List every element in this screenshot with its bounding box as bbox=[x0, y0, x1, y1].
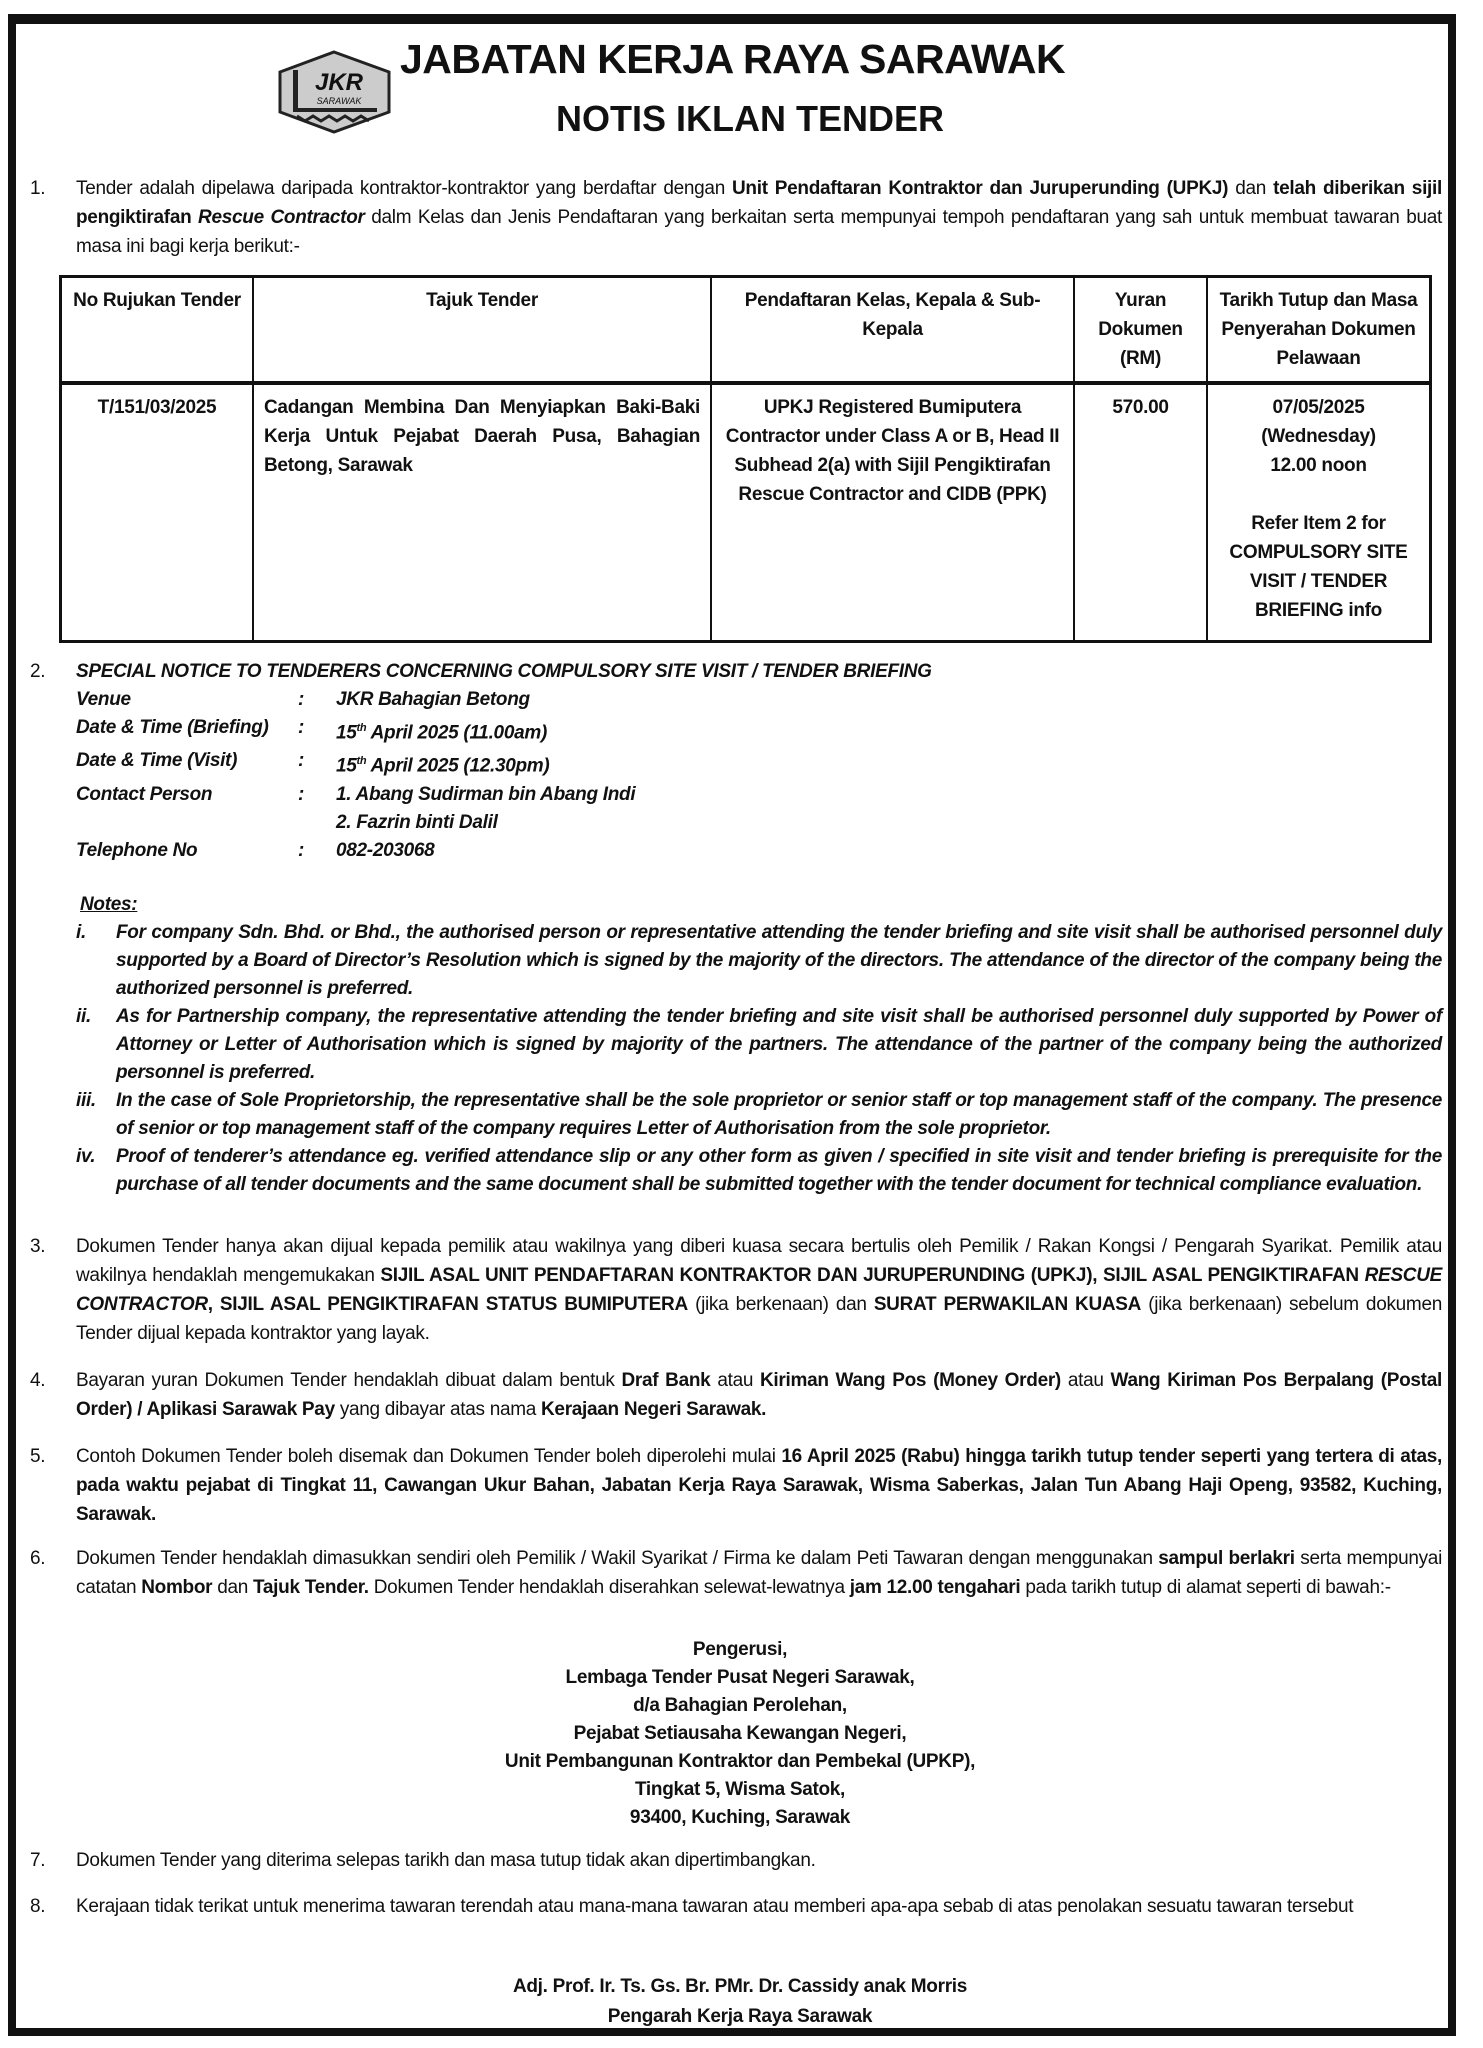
page-subtitle: NOTIS IKLAN TENDER bbox=[555, 98, 944, 139]
item-2 bbox=[30, 658, 1442, 1199]
notes bbox=[76, 891, 1442, 1199]
address-line: Lembaga Tender Pusat Negeri Sarawak, bbox=[565, 1667, 915, 1688]
text-segment: dan bbox=[212, 1577, 254, 1598]
text-segment: 16 April 2025 (Rabu) hingga tarikh tutup tender seperti yang tertera di atas, pada waktu pejabat di Tingkat 11, Cawangan Ukur Bahan, Jabatan Kerja Raya Sarawak, Wisma Saberkas, Jalan Tun Abang Haji Openg, 93582, Kuching, Sarawak. bbox=[76, 1446, 1442, 1525]
text-segment: sampul berlakri bbox=[1158, 1548, 1295, 1569]
colon: : bbox=[298, 783, 305, 805]
signatory-name: Adj. Prof. Ir. Ts. Gs. Br. PMr. Dr. Cassidy anak Morris bbox=[512, 1976, 968, 1997]
item-6 bbox=[30, 1544, 1442, 1602]
note-number: iv. bbox=[76, 1145, 96, 1167]
item-number: 6. bbox=[30, 1548, 46, 1569]
item-1 bbox=[30, 174, 1442, 261]
notes-title: Notes: bbox=[80, 893, 138, 915]
text-segment: SURAT PERWAKILAN KUASA bbox=[873, 1294, 1142, 1315]
item-text bbox=[76, 1544, 1442, 1602]
item-number: 5. bbox=[30, 1446, 46, 1467]
item-number: 3. bbox=[30, 1236, 46, 1257]
item-number: 7. bbox=[30, 1850, 46, 1871]
header-title: Tajuk Tender bbox=[253, 277, 711, 384]
note-number: iii. bbox=[76, 1089, 96, 1111]
address-line: d/a Bahagian Perolehan, bbox=[633, 1695, 847, 1716]
cell-closing bbox=[1207, 383, 1431, 642]
label: Contact Person bbox=[76, 783, 213, 805]
item-5 bbox=[30, 1442, 1442, 1529]
closing-time: 12.00 noon bbox=[1270, 455, 1367, 476]
label: Venue bbox=[76, 689, 131, 710]
text-segment: SIJIL ASAL UNIT PENDAFTARAN KONTRAKTOR DAN JURUPERUNDING (UPKJ), SIJIL ASAL PENGIKTIRAFAN bbox=[380, 1265, 1365, 1286]
colon: : bbox=[298, 689, 305, 710]
cell-registration: UPKJ Registered Bumiputera Contractor under Class A or B, Head II Subhead 2(a) with Sijil Pengiktirafan Rescue Contractor and CIDB (PPK) bbox=[711, 383, 1074, 642]
closing-date: 07/05/2025 bbox=[1272, 397, 1365, 418]
text-segment: Bayaran yuran Dokumen Tender hendaklah dibuat dalam bentuk bbox=[76, 1370, 622, 1391]
table-row bbox=[61, 383, 1431, 642]
contact-values: 1. Abang Sudirman bin Abang Indi 2. Fazrin binti Dalil bbox=[336, 783, 636, 833]
note-item bbox=[76, 1003, 1442, 1087]
tender-table bbox=[59, 275, 1432, 643]
header-closing: Tarikh Tutup dan Masa Penyerahan Dokumen Pelawaan bbox=[1207, 277, 1431, 384]
address-line: Unit Pembangunan Kontraktor dan Pembekal (UPKP), bbox=[504, 1751, 976, 1772]
text-segment: Contoh Dokumen Tender boleh disemak dan Dokumen Tender boleh diperolehi mulai bbox=[76, 1446, 782, 1467]
item-text bbox=[76, 1232, 1442, 1348]
venue-row bbox=[76, 686, 1442, 714]
address-block bbox=[300, 1636, 1180, 1832]
text-segment: Dokumen Tender hendaklah dimasukkan sendiri oleh Pemilik / Wakil Syarikat / Firma ke dalam Peti Tawaran dengan menggunakan bbox=[76, 1548, 1159, 1569]
header-fee: Yuran Dokumen (RM) bbox=[1074, 277, 1207, 384]
svg-text:SARAWAK: SARAWAK bbox=[316, 96, 362, 106]
text-segment: Tajuk Tender. bbox=[253, 1577, 369, 1598]
visit-value: 15th April 2025 (12.30pm) bbox=[336, 755, 550, 777]
item-number: 8. bbox=[30, 1896, 46, 1917]
text-segment: atau bbox=[710, 1370, 761, 1391]
label: Telephone No bbox=[76, 839, 198, 861]
text-segment: Wang Kiriman Pos Berpalang (Postal Order) / Aplikasi Sarawak Pay bbox=[76, 1370, 1442, 1420]
text-segment: Tender adalah dipelawa daripada kontraktor-kontraktor yang berdaftar dengan bbox=[76, 178, 733, 199]
note-text: For company Sdn. Bhd. or Bhd., the authorised person or representative attending the tender briefing and site visit shall be authorised personnel duly supported by a Board of Director’s Resolution which is signed by the majority of the directors. The attendance of the director of the company being the authorized personnel is preferred. bbox=[116, 921, 1442, 999]
label: Date & Time (Visit) bbox=[76, 750, 238, 772]
colon: : bbox=[298, 717, 305, 738]
text-segment: (jika berkenaan) dan bbox=[687, 1294, 874, 1315]
item-4 bbox=[30, 1366, 1442, 1424]
item-text bbox=[76, 1892, 1442, 1921]
note-item bbox=[76, 919, 1442, 1003]
item-text bbox=[76, 174, 1442, 261]
text-segment: Kiriman Wang Pos (Money Order) bbox=[760, 1370, 1061, 1391]
text-segment: Nombor bbox=[141, 1577, 213, 1598]
text-segment: Kerajaan tidak terikat untuk menerima tawaran terendah atau mana-mana tawaran atau memberi apa-apa sebab di atas penolakan sesuatu tawaran tersebut bbox=[76, 1896, 1354, 1917]
text-segment: telah diberikan sijil pengiktirafan bbox=[76, 178, 1442, 228]
item-number: 1. bbox=[30, 178, 46, 199]
address-line: 93400, Kuching, Sarawak bbox=[629, 1807, 851, 1828]
briefing-value: 15th April 2025 (11.00am) bbox=[336, 722, 547, 744]
note-number: i. bbox=[76, 921, 86, 943]
cell-title: Cadangan Membina Dan Menyiapkan Baki-Baki Kerja Untuk Pejabat Daerah Pusa, Bahagian Betong, Sarawak bbox=[253, 383, 711, 642]
text-segment: Dokumen Tender yang diterima selepas tarikh dan masa tutup tidak akan dipertimbangkan. bbox=[76, 1850, 816, 1871]
note-item bbox=[76, 1143, 1442, 1199]
text-segment: Dokumen Tender hendaklah diserahkan selewat-lewatnya bbox=[368, 1577, 850, 1598]
signatory-position: Pengarah Kerja Raya Sarawak bbox=[607, 2006, 873, 2027]
phone-value: 082-203068 bbox=[336, 839, 435, 861]
svg-text:JKR: JKR bbox=[314, 69, 364, 96]
text-segment: Dokumen Tender hanya akan dijual kepada pemilik atau wakilnya yang diberi kuasa secara bertulis oleh Pemilik / Rakan Kongsi / Pengarah Syarikat. Pemilik atau wakilnya hendaklah mengemukakan bbox=[76, 1236, 1442, 1286]
note-text: In the case of Sole Proprietorship, the representative shall be the sole proprietor or senior staff or top management staff of the company. The presence of senior or top management staff of the company requires Letter of Authorisation from the sole proprietor. bbox=[116, 1089, 1442, 1139]
item-text bbox=[76, 1442, 1442, 1529]
text-segment: Rescue Contractor bbox=[198, 207, 365, 228]
special-notice-heading: SPECIAL NOTICE TO TENDERERS CONCERNING COMPULSORY SITE VISIT / TENDER BRIEFING bbox=[76, 661, 932, 682]
note-item bbox=[76, 1087, 1442, 1143]
text-segment: Unit Pendaftaran Kontraktor dan Juruperunding (UPKJ) bbox=[732, 178, 1229, 199]
header-registration: Pendaftaran Kelas, Kepala & Sub-Kepala bbox=[711, 277, 1074, 384]
item-text bbox=[76, 1366, 1442, 1424]
text-segment: dalm Kelas dan Jenis Pendaftaran yang berkaitan serta mempunyai tempoh pendaftaran yang sah untuk membuat tawaran buat masa ini bagi kerja berikut:- bbox=[76, 207, 1442, 257]
visit-row bbox=[76, 747, 1442, 780]
cell-fee: 570.00 bbox=[1074, 383, 1207, 642]
phone-row bbox=[76, 837, 1442, 865]
cell-ref: T/151/03/2025 bbox=[61, 383, 254, 642]
text-segment: serta mempunyai catatan bbox=[76, 1548, 1443, 1598]
text-segment: yang dibayar atas nama bbox=[334, 1399, 541, 1420]
text-segment: atau bbox=[1060, 1370, 1111, 1391]
briefing-row bbox=[76, 714, 1442, 747]
colon: : bbox=[298, 839, 305, 861]
item-3 bbox=[30, 1232, 1442, 1348]
text-segment: pada tarikh tutup di alamat seperti di bawah:- bbox=[1020, 1577, 1391, 1598]
text-segment: (jika berkenaan) sebelum dokumen Tender dijual kepada kontraktor yang layak. bbox=[76, 1294, 1442, 1344]
contact-row bbox=[76, 781, 1442, 837]
note-number: ii. bbox=[76, 1005, 91, 1027]
text-segment: RESCUE CONTRACTOR bbox=[76, 1265, 1442, 1315]
page-title: JABATAN KERJA RAYA SARAWAK bbox=[400, 36, 1066, 82]
text-segment: Draf Bank bbox=[621, 1370, 711, 1391]
closing-day: (Wednesday) bbox=[1261, 426, 1376, 447]
venue-value: JKR Bahagian Betong bbox=[336, 689, 530, 710]
address-line: Pengerusi, bbox=[692, 1639, 788, 1660]
item-8 bbox=[30, 1892, 1442, 1921]
label: Date & Time (Briefing) bbox=[76, 717, 269, 738]
item-number: 4. bbox=[30, 1370, 46, 1391]
signature-block bbox=[300, 1972, 1180, 2032]
item-text bbox=[76, 1846, 1442, 1875]
header-ref: No Rujukan Tender bbox=[61, 277, 254, 384]
jkr-logo bbox=[277, 50, 392, 134]
note-text: As for Partnership company, the representative attending the tender briefing and site visit shall be authorised personnel duly supported by Power of Attorney or Letter of Authorisation which is signed by majority of the partners. The attendance of the partner of the company being the authorized personnel is preferred. bbox=[116, 1005, 1442, 1083]
text-segment: Kerajaan Negeri Sarawak. bbox=[541, 1399, 767, 1420]
address-line: Tingkat 5, Wisma Satok, bbox=[634, 1779, 846, 1800]
note-text: Proof of tenderer’s attendance eg. verified attendance slip or any other form as given / specified in site visit and tender briefing is prerequisite for the purchase of all tender documents and the same document shall be submitted together with the tender document for technical compliance evaluation. bbox=[116, 1145, 1442, 1195]
item-7 bbox=[30, 1846, 1442, 1875]
text-segment: dan bbox=[1228, 178, 1274, 199]
closing-note: Refer Item 2 for COMPULSORY SITE VISIT / TENDER BRIEFING info bbox=[1229, 513, 1408, 621]
colon: : bbox=[298, 750, 305, 772]
table-header-row bbox=[61, 277, 1431, 384]
text-segment: , SIJIL ASAL PENGIKTIRAFAN STATUS BUMIPUTERA bbox=[207, 1294, 688, 1315]
text-segment: jam 12.00 tengahari bbox=[849, 1577, 1021, 1598]
address-line: Pejabat Setiausaha Kewangan Negeri, bbox=[573, 1723, 907, 1744]
item-number: 2. bbox=[30, 661, 46, 682]
